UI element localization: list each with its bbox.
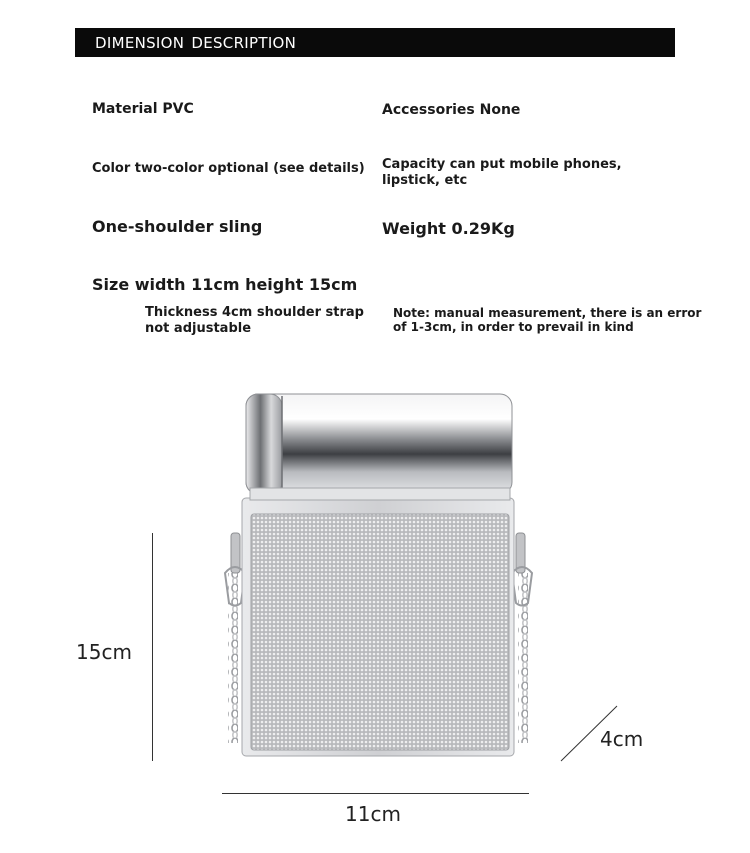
spec-sling: One-shoulder sling (92, 217, 263, 236)
spec-capacity: Capacity can put mobile phones, lipstick, etc (382, 157, 622, 188)
section-header (75, 28, 675, 57)
depth-label: 4cm (600, 727, 644, 751)
section-title: DIMENSION DESCRIPTION (95, 34, 297, 52)
spec-thickness: Thickness 4cm shoulder strap not adjustable (145, 305, 364, 336)
spec-weight: Weight 0.29Kg (382, 219, 515, 238)
width-label: 11cm (345, 802, 401, 826)
height-label: 15cm (76, 640, 132, 664)
product-image (220, 388, 540, 768)
height-dimension-line (152, 533, 153, 761)
spec-note: Note: manual measurement, there is an error of 1-3cm, in order to prevail in kind (393, 306, 702, 335)
spec-material: Material PVC (92, 101, 194, 117)
spec-size: Size width 11cm height 15cm (92, 275, 358, 294)
spec-color: Color two-color optional (see details) (92, 161, 365, 176)
width-dimension-line (222, 793, 529, 794)
spec-accessories: Accessories None (382, 102, 521, 118)
